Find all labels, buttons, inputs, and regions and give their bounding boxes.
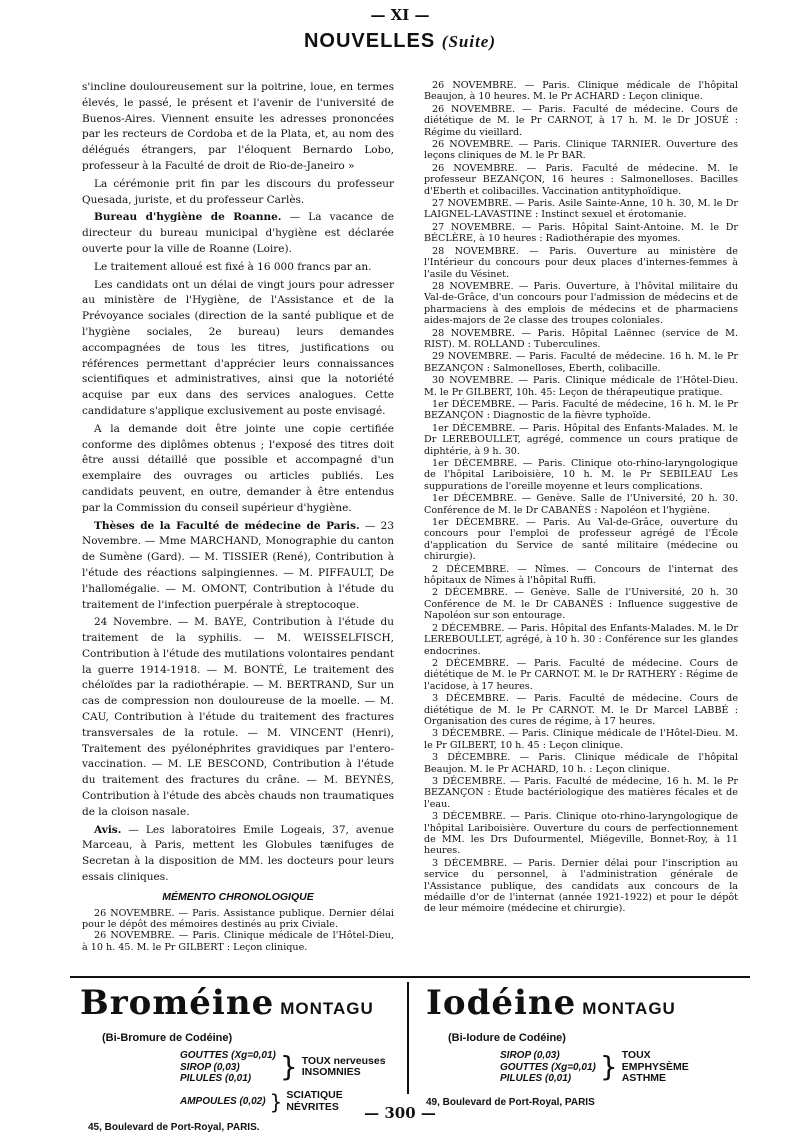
right-column xyxy=(424,80,738,916)
ad-dose-block xyxy=(500,1050,746,1085)
memento-item: 2 DÉCEMBRE. — Nîmes. — Concours de l'internat des hôpitaux de Nîmes à l'hôpital Ruffi. xyxy=(424,563,738,587)
paragraph: Les candidats ont un délai de vingt jours pour adresser au ministère de l'Hygiène, de l'Assistance et de la Prévoyance sociales (direction de la santé publique et de l'hygiène sociales, 2e bureau) leurs demandes accompagnées de tous les titres, justifications ou références permettant d'apprécier leurs connaissances scientifiques et administratives, ainsi que la notoriété acquise par eux dans des services analogues. Cette candidature s'applique exclusivement au poste envisagé. xyxy=(82,278,394,417)
memento-item: 3 DÉCEMBRE. — Paris. Faculté de médecine, 16 h. M. le Pr BEZANÇON : Étude bactériologique des matières fécales et de l'eau. xyxy=(424,775,738,810)
memento-item: 3 DÉCEMBRE. — Paris. Faculté de médecine. Cours de diététique de M. le Pr CARNOT. M. le Dr Marcel LABBÉ : Organisation des cures de régime, à 17 heures. xyxy=(424,693,738,727)
memento-item: 28 NOVEMBRE. — Paris. Hôpital Laënnec (service de M. RIST). M. ROLLAND : Tuberculines. xyxy=(424,327,738,350)
ad-dose: PILULES (0,01) xyxy=(180,1073,252,1084)
ad-brand-name: Broméine xyxy=(80,983,275,1023)
memento-item: 29 NOVEMBRE. — Paris. Faculté de médecine. 16 h. M. le Pr BEZANÇON : Salmonelloses, Eberth, colibacille. xyxy=(424,351,738,374)
memento-item: 28 NOVEMBRE. — Paris. Ouverture au ministère de l'Intérieur du concours pour deux places d'internes-femmes à l'asile du Vésinet. xyxy=(424,245,738,280)
ad-dose-list xyxy=(500,1050,596,1085)
ad-dose: SIROP (0,03) xyxy=(500,1050,560,1061)
paragraph: s'incline douloureusement sur la poitrine, loue, en termes élevés, le passé, le présent et l'avenir de l'université de Buenos-Aires. Viennent ensuite les adresses prononcées par les recteurs de Cordoba et de la Plata, et, au nom des délégués étrangers, par l'éloquent Bernardo Lobo, professeur à la Faculté de droit de Rio-de-Janeiro » xyxy=(82,81,394,172)
paragraph-heading: Bureau d'hygiène de Roanne. xyxy=(94,211,282,224)
paragraph: A la demande doit être jointe une copie certifiée conforme des diplômes obtenus ; l'exposé des titres doit être aussi détaillé que possible et accompagné d'un exemplaire des ouvrages ou articles publiés. Les candidats peuvent, en outre, demander à être entendus par la Commission du conseil supérieur d'hygiène. xyxy=(82,422,394,514)
ad-subtitle: (Bi-Bromure de Codéine) xyxy=(102,1032,233,1044)
ad-indication: TOUX nerveuses xyxy=(301,1054,386,1067)
ad-brand xyxy=(80,984,400,1028)
advertisement-divider xyxy=(407,982,409,1094)
ad-dose-list xyxy=(180,1050,276,1085)
brace-icon: } xyxy=(269,1089,283,1114)
paragraph-text: — 23 Novembre. — Mme MARCHAND, Monographie du canton de Sumène (Gard). — M. TISSIER (René), Contribution à l'étude des réactions salpingiennes. — M. PIFFAULT, De l'hallomégalie. — M. OMONT, Contribution à l'étude du traitement de l'infection puerpérale à streptocoque. xyxy=(82,519,394,611)
ad-address: 49, Boulevard de Port-Royal, PARIS xyxy=(426,1096,595,1108)
paragraph: Le traitement alloué est fixé à 16 000 francs par an. xyxy=(94,260,372,273)
memento-title: MÉMENTO CHRONOLOGIQUE xyxy=(162,890,314,903)
ad-indication: ASTHME xyxy=(621,1072,667,1084)
ad-indication: NÉVRITES xyxy=(286,1100,339,1113)
ad-dose: SIROP (0,03) xyxy=(180,1061,240,1073)
ad-indications xyxy=(622,1050,689,1085)
memento-item: 26 NOVEMBRE. — Paris. Clinique TARNIER. Ouverture des leçons cliniques de M. le Pr BAR. xyxy=(424,139,738,162)
memento-item: 3 DÉCEMBRE. — Paris. Dernier délai pour l'inscription au service du personnel, à l'administration générale de l'Assistance publique, des candidats aux concours de la médaille d'or de l'internat (année 1921-1922) et pour le dépôt de leur mémoire (médecine et chirurgie). xyxy=(424,857,738,915)
memento-item: 26 NOVEMBRE. — Paris. Faculté de médecine. M. le professeur BEZANÇON, 16 heures : Salmonelloses. Bacilles d'Eberth et colibacilles. Vaccination antityphoïdique. xyxy=(424,162,738,197)
memento-item: 3 DÉCEMBRE. — Paris. Clinique oto-rhino-laryngologique de l'hôpital Lariboisière. Ouverture du cours de perfectionnement de MM. les Drs Dufourmentel, Miégeville, Bonnet-Roy, à 11 heures. xyxy=(424,811,738,857)
ad-dose: PILULES (0,01) xyxy=(500,1073,572,1084)
page-roman-numeral: — XI — xyxy=(370,6,430,24)
memento-item: 27 NOVEMBRE. — Paris. Hôpital Saint-Antoine. M. le Dr BÉCLÈRE, à 10 heures : Radiothérapie des myomes. xyxy=(424,221,738,245)
paragraph xyxy=(82,823,394,886)
ad-dose: AMPOULES (0,02) xyxy=(180,1095,266,1107)
memento-item: 1er DÉCEMBRE. — Paris. Au Val-de-Grâce, ouverture du concours pour l'emploi de professeur agrégé de l'École d'application du Service de santé militaire (médecine ou chirurgie). xyxy=(424,517,738,563)
ad-maker: MONTAGU xyxy=(280,999,374,1018)
ad-brand-name: Iodéine xyxy=(426,983,577,1023)
section-title-suffix: (Suite) xyxy=(441,32,497,51)
memento-list xyxy=(82,908,394,954)
ad-dose: GOUTTES (Xg=0,01) xyxy=(500,1061,596,1073)
ad-indication: SCIATIQUE xyxy=(286,1089,343,1101)
brace-icon: } xyxy=(279,1050,298,1084)
ad-indication: INSOMNIES xyxy=(301,1066,361,1079)
memento-item: 1er DÉCEMBRE. — Paris. Hôpital des Enfants-Malades. M. le Dr LEREBOULLET, agrégé, commence un cours pratique de diphtérie, à 9 h. 30. xyxy=(424,422,738,457)
memento-item: 30 NOVEMBRE. — Paris. Clinique médicale de l'Hôtel-Dieu. M. le Pr GILBERT, 10h. 45: Leçon de thérapeutique pratique. xyxy=(424,375,738,398)
ad-indication: EMPHYSÈME xyxy=(621,1060,689,1073)
paragraph-text: — La vacance de directeur du bureau municipal d'hygiène est déclarée ouverte pour la ville de Roanne (Loire). xyxy=(82,211,394,255)
paragraph-text: — Les laboratoires Emile Logeais, 37, avenue Marceau, à Paris, mettent les Globules tænifuges de Secretan à la disposition de MM. les docteurs pour leurs essais cliniques. xyxy=(82,823,394,884)
advertisement-iodeine xyxy=(426,984,746,1108)
memento-item: 26 NOVEMBRE. — Paris. Clinique médicale de l'Hôtel-Dieu, à 10 h. 45. M. le Pr GILBERT : Leçon clinique. xyxy=(82,930,394,953)
ad-subtitle: (Bi-Iodure de Codéine) xyxy=(448,1032,566,1044)
page-number: — 300 — xyxy=(364,1104,436,1122)
paragraph: 24 Novembre. — M. BAYE, Contribution à l'étude du traitement de la syphilis. — M. WEISSELFISCH, Contribution à l'étude des mutilations volontaires pendant la guerre 1914-1918. — M. BONTÉ, Le traitement des chéloïdes par la radiothérapie. — M. BERTRAND, Sur un cas de compression non douloureuse de la moelle. — M. CAU, Contribution à l'étude du traitement des fractures transversales de la rotule. — M. VINCENT (Henri), Traitement des pyélonéphrites gravidiques par l'entero-vaccination. — M. LE BESCOND, Contribution à l'étude du traitement des fractures du crâne. — M. BEYNÈS, Contribution à l'étude des abcès chauds non traumatiques de la cloison nasale. xyxy=(82,616,394,818)
paragraph xyxy=(82,210,394,257)
memento-item: 26 NOVEMBRE. — Paris. Faculté de médecine. Cours de diététique de M. le Pr CARNOT, à 17 h. M. le Dr JOSUÉ : Régime du vieillard. xyxy=(424,103,738,138)
ad-dose: GOUTTES (Xg=0,01) xyxy=(180,1050,276,1061)
paragraph-heading: Thèses de la Faculté de médecine de Paris. xyxy=(94,519,360,532)
memento-item: 26 NOVEMBRE. — Paris. Clinique médicale de l'hôpital Beaujon, à 10 heures. M. le Pr ACHARD : Leçon clinique. xyxy=(424,80,738,103)
paragraph-heading: Avis. xyxy=(94,823,122,836)
ad-dose-block xyxy=(180,1050,400,1085)
section-title xyxy=(0,30,800,53)
memento-item: 2 DÉCEMBRE. — Paris. Hôpital des Enfants-Malades. M. le Dr LEREBOULLET, agrégé, à 10 h. 30 : Conférence sur les glandes endocrines. xyxy=(424,622,738,657)
memento-item: 3 DÉCEMBRE. — Paris. Clinique médicale de l'hôpital Beaujon. M. le Pr ACHARD, 10 h. : Leçon clinique. xyxy=(424,752,738,775)
memento-item: 26 NOVEMBRE. — Paris. Assistance publique. Dernier délai pour le dépôt des mémoires destinés au prix Civiale. xyxy=(82,907,394,931)
ad-indications xyxy=(302,1056,386,1079)
ad-indication: TOUX xyxy=(621,1049,651,1061)
ad-address: 45, Boulevard de Port-Royal, PARIS. xyxy=(88,1121,260,1133)
memento-item: 1er DÉCEMBRE. — Genève. Salle de l'Université, 20 h. 30. Conférence de M. le Dr CABANÈS : Napoléon et l'hygiène. xyxy=(424,493,738,516)
memento-item: 3 DÉCEMBRE. — Paris. Clinique médicale de l'Hôtel-Dieu. M. le Pr GILBERT, 10 h. 45 : Leçon clinique. xyxy=(424,728,738,751)
memento-item: 1er DÉCEMBRE. — Paris. Faculté de médecine, 16 h. M. le Pr BEZANÇON : Diagnostic de la fièvre typhoïde. xyxy=(424,398,738,422)
brace-icon: } xyxy=(599,1050,618,1084)
memento-item: 2 DÉCEMBRE. — Paris. Faculté de médecine. Cours de diététique de M. le Pr CARNOT. M. le Dr RATHERY : Régime de l'acidose, à 17 heures. xyxy=(424,657,738,692)
memento-item: 1er DÉCEMBRE. — Paris. Clinique oto-rhino-laryngologique de l'hôpital Lariboisière, 10 h. M. le Pr SEBILEAU Les suppurations de l'oreille moyenne et leurs complications. xyxy=(424,458,738,492)
memento-item: 2 DÉCEMBRE. — Genève. Salle de l'Université, 20 h. 30 Conférence de M. le Dr CABANÈS : Influence suggestive de Napoléon sur son entourage. xyxy=(424,587,738,622)
ad-brand xyxy=(426,984,746,1028)
paragraph xyxy=(82,519,394,614)
memento-item: 27 NOVEMBRE. — Paris. Asile Sainte-Anne, 10 h. 30, M. le Dr LAIGNEL-LAVASTINE : Instinct sexuel et érotomanie. xyxy=(424,198,738,221)
paragraph: La cérémonie prit fin par les discours du professeur Quesada, juriste, et du professeur Carlès. xyxy=(82,177,394,206)
ad-maker: MONTAGU xyxy=(582,999,676,1018)
section-title-main: NOUVELLES xyxy=(303,30,436,52)
memento-item: 28 NOVEMBRE. — Paris. Ouverture, à l'hôvital militaire du Val-de-Grâce, d'un concours pour l'admission de médecins et de pharmaciens à des emplois de médecins et de pharmaciens aides-majors de 2e classe des troupes coloniales. xyxy=(424,280,738,327)
left-column xyxy=(82,80,394,953)
